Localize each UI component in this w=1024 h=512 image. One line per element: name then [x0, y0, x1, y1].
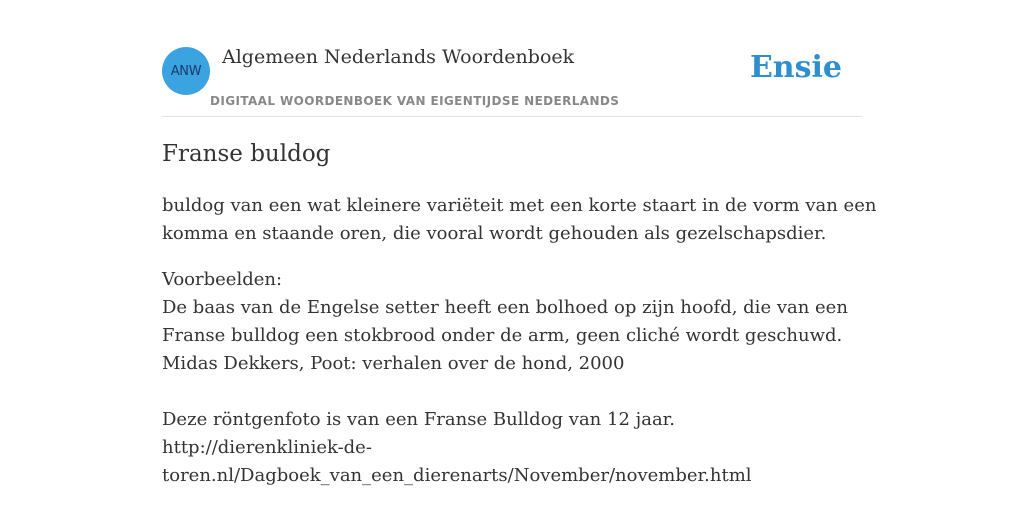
definition-line: komma en staande oren, die vooral wordt gehouden als gezelschapsdier.: [162, 223, 827, 244]
example-spacer: [162, 378, 862, 406]
example-line: Franse bulldog een stokbrood onder de arm, geen cliché wordt geschuwd.: [162, 325, 843, 346]
logo-text: ANW: [170, 63, 202, 79]
entry-term: Franse buldog: [162, 141, 331, 167]
example-source-url[interactable]: toren.nl/Dagboek_van_een_dierenarts/November/november.html: [162, 465, 752, 486]
definition-line: buldog van een wat kleinere variëteit met een korte staart in de vorm van een: [162, 195, 877, 216]
anw-logo[interactable]: [162, 47, 210, 95]
site-header: [162, 0, 862, 117]
example-line: Deze röntgenfoto is van een Franse Bulldog van 12 jaar.: [162, 409, 676, 430]
examples-section: [162, 266, 862, 490]
example-source: Midas Dekkers, Poot: verhalen over de hond, 2000: [162, 353, 625, 374]
ensie-brand-link[interactable]: Ensie: [749, 50, 842, 85]
example-source-url[interactable]: http://dierenkliniek-de-: [162, 437, 372, 458]
site-subtitle: DIGITAAL WOORDENBOEK VAN EIGENTIJDSE NEDERLANDS: [210, 94, 620, 108]
examples-label: Voorbeelden:: [162, 269, 283, 290]
entry-definition: [162, 192, 877, 248]
entry-content: [162, 138, 877, 490]
example-line: De baas van de Engelse setter heeft een bolhoed op zijn hoofd, die van een: [162, 297, 848, 318]
site-title[interactable]: Algemeen Nederlands Woordenboek: [222, 46, 575, 68]
